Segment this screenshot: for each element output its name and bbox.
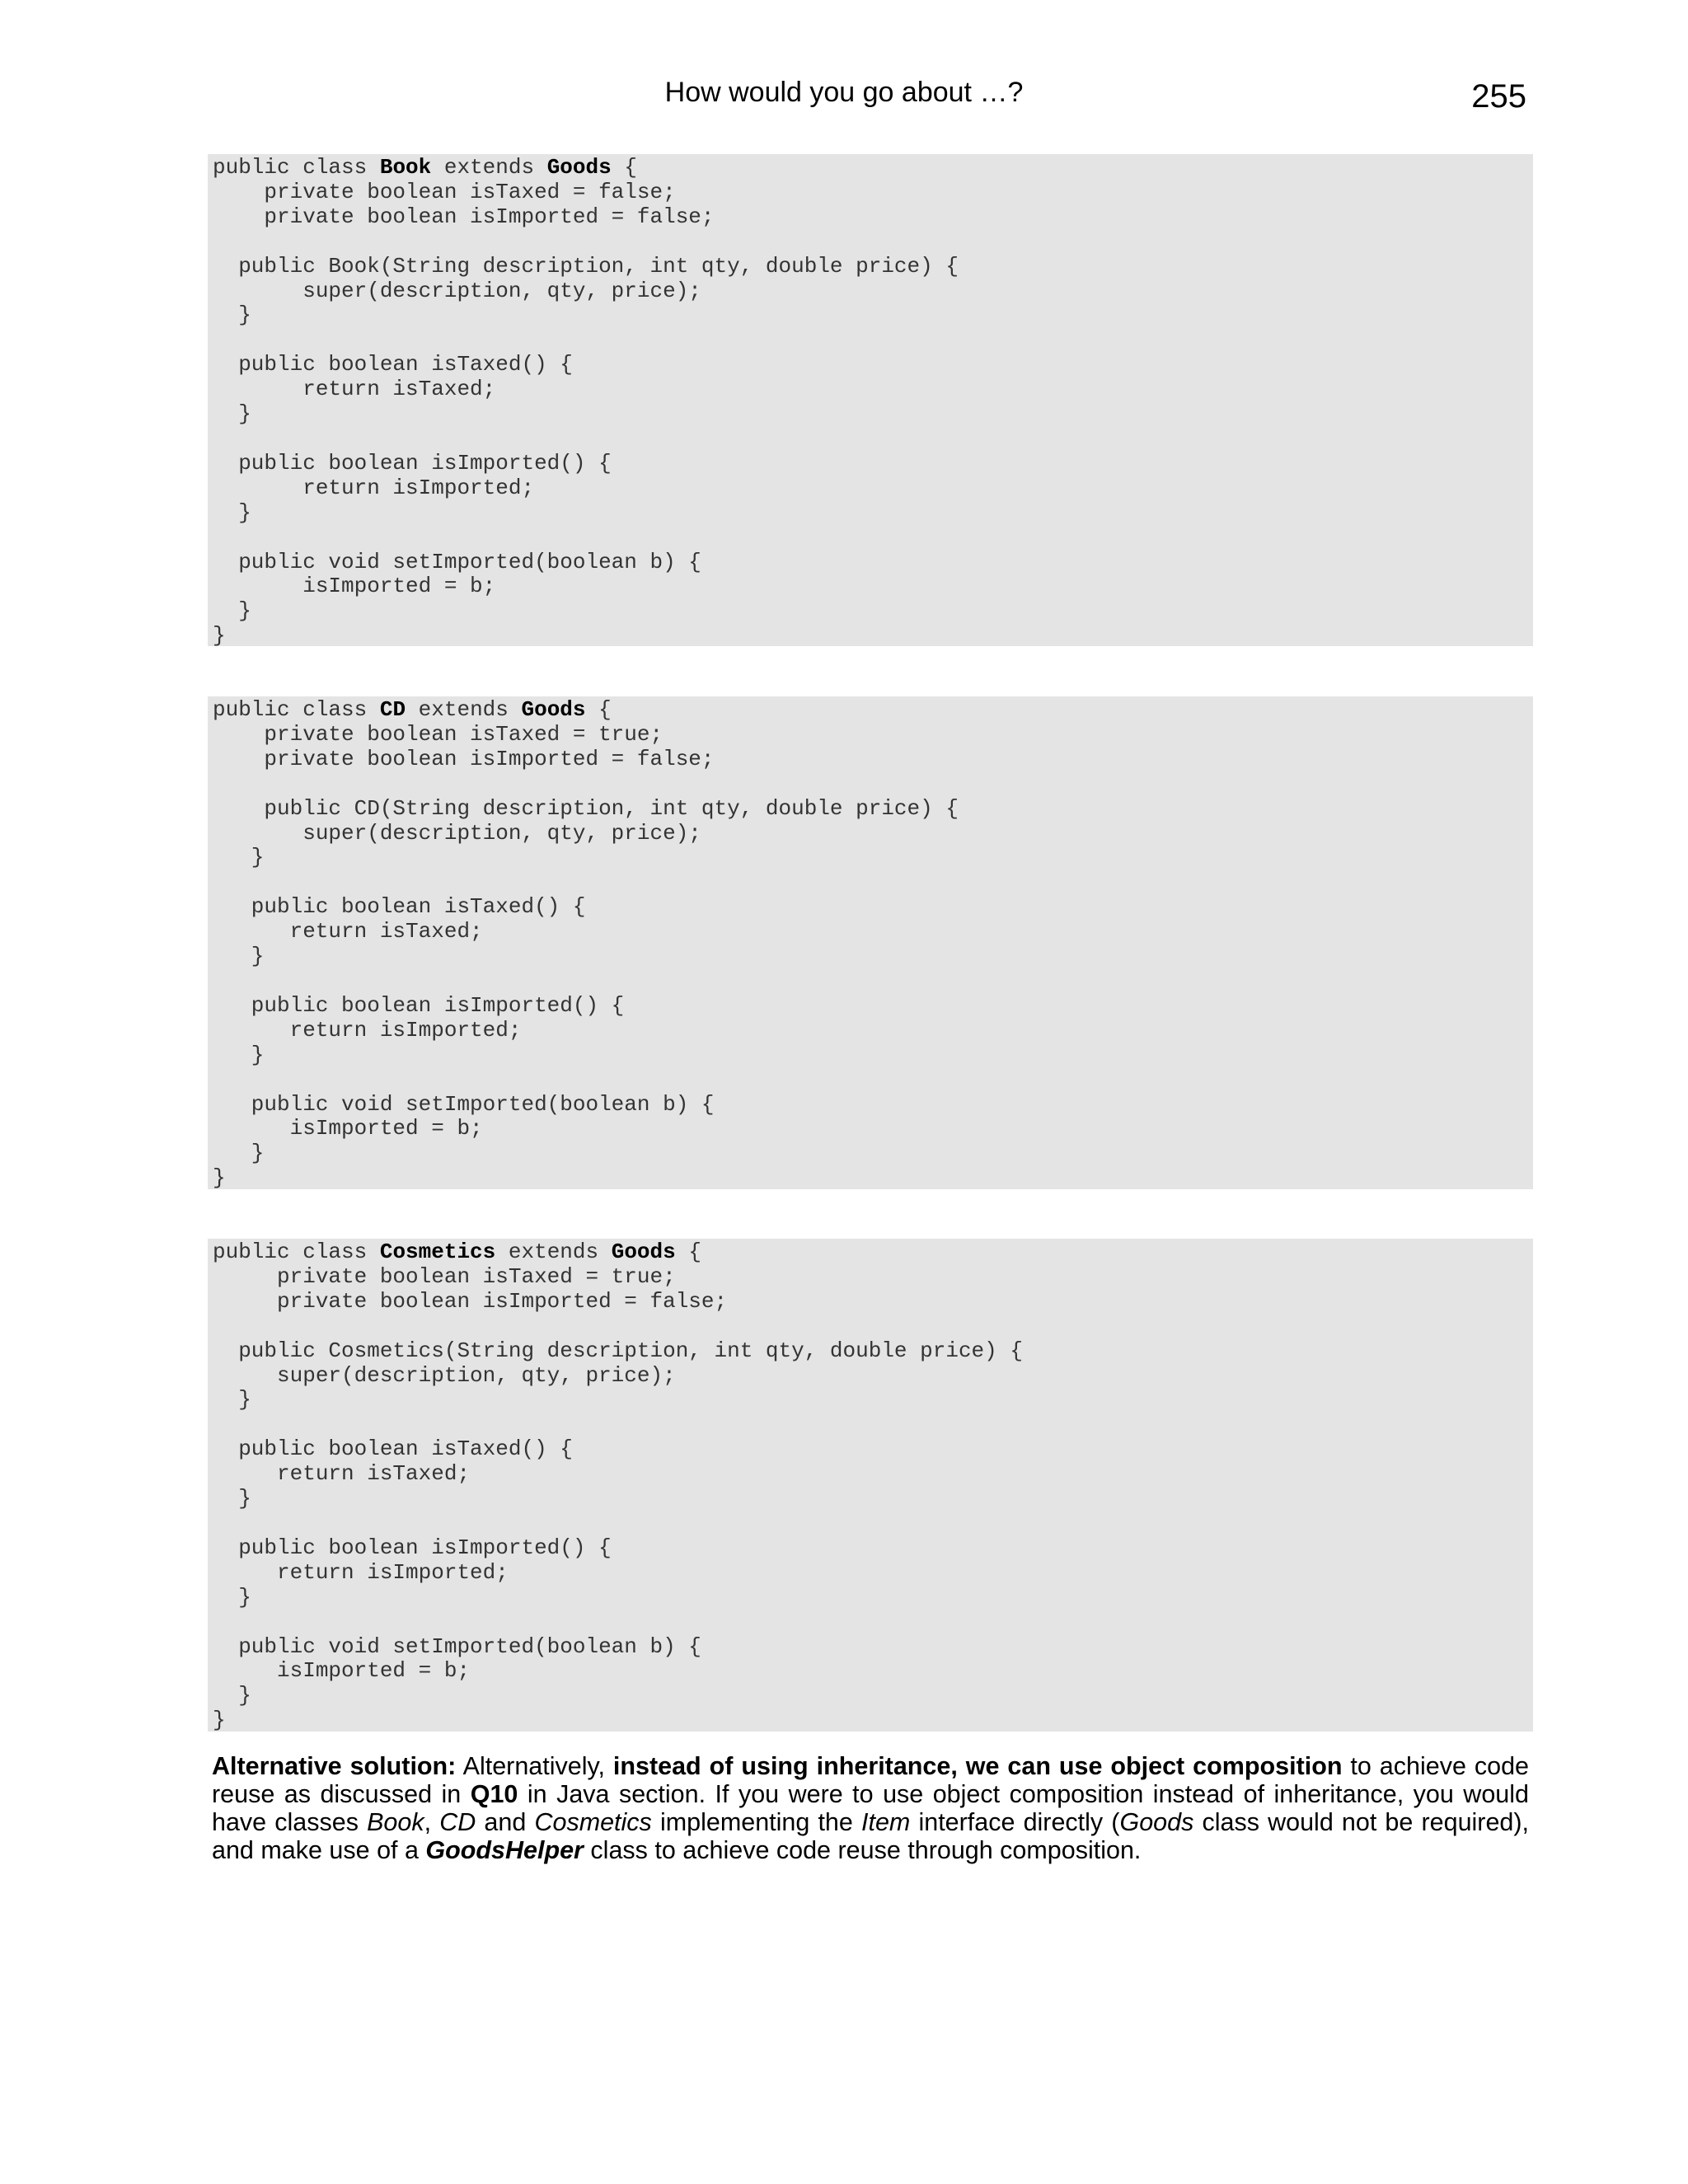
text-run: , xyxy=(424,1808,440,1836)
text-run: and xyxy=(476,1808,535,1836)
page-number: 255 xyxy=(1471,78,1526,115)
emphasis-bold: instead of using inheritance, we can use object composition xyxy=(612,1752,1343,1780)
alternative-solution-paragraph xyxy=(212,1752,1529,1864)
code-block-cosmetics xyxy=(208,1239,1533,1732)
text-run: class to achieve code reuse through composition. xyxy=(583,1836,1142,1864)
text-run: to achieve code reuse as discussed in xyxy=(212,1752,1530,1808)
interface-name-item: Item xyxy=(861,1808,911,1836)
class-name-cosmetics: Cosmetics xyxy=(534,1808,652,1836)
text-run: interface directly ( xyxy=(910,1808,1120,1836)
code-listing: public class CD extends Goods { private boolean isTaxed = true; private boolean isImported = false; public CD(String description, int qty, double price) { super(description, qty, price); } public boolean isTaxed() { return isTaxed; } public boolean isImported() { return isImported; } public void setImported(boolean b) { isImported = b; } } xyxy=(213,697,959,1191)
code-listing: public class Cosmetics extends Goods { private boolean isTaxed = true; private boolean isImported = false; public Cosmetics(String description, int qty, double price) { super(description, qty, price); } public boolean isTaxed() { return isTaxed; } public boolean isImported() { return isImported; } public void setImported(boolean b) { isImported = b; } } xyxy=(213,1240,1023,1733)
text-run: Alternatively, xyxy=(456,1752,613,1780)
code-block-book xyxy=(208,154,1533,649)
text-run: implementing the xyxy=(651,1808,861,1836)
class-name-book: Book xyxy=(367,1808,424,1836)
class-name-goodshelper-text: GoodsHelper xyxy=(425,1836,584,1864)
page-header-title: How would you go about …? xyxy=(664,77,1024,108)
class-name-goodshelper xyxy=(425,1836,584,1864)
class-name-cd: CD xyxy=(439,1808,476,1836)
class-name-goods: Goods xyxy=(1119,1808,1194,1836)
alternative-solution-label: Alternative solution: xyxy=(212,1752,457,1780)
text-run: class would not be required), and make use of a xyxy=(212,1808,1530,1864)
code-block-cd xyxy=(208,696,1533,1189)
question-reference: Q10 xyxy=(470,1780,518,1808)
code-listing: public class Book extends Goods { private boolean isTaxed = false; private boolean isImported = false; public Book(String description, int qty, double price) { super(description, qty, price); } public boolean isTaxed() { return isTaxed; } public boolean isImported() { return isImported; } public void setImported(boolean b) { isImported = b; } } xyxy=(213,155,959,649)
text-run: in Java section. If you were to use object composition instead of inheritance, you would have classes xyxy=(212,1780,1529,1836)
